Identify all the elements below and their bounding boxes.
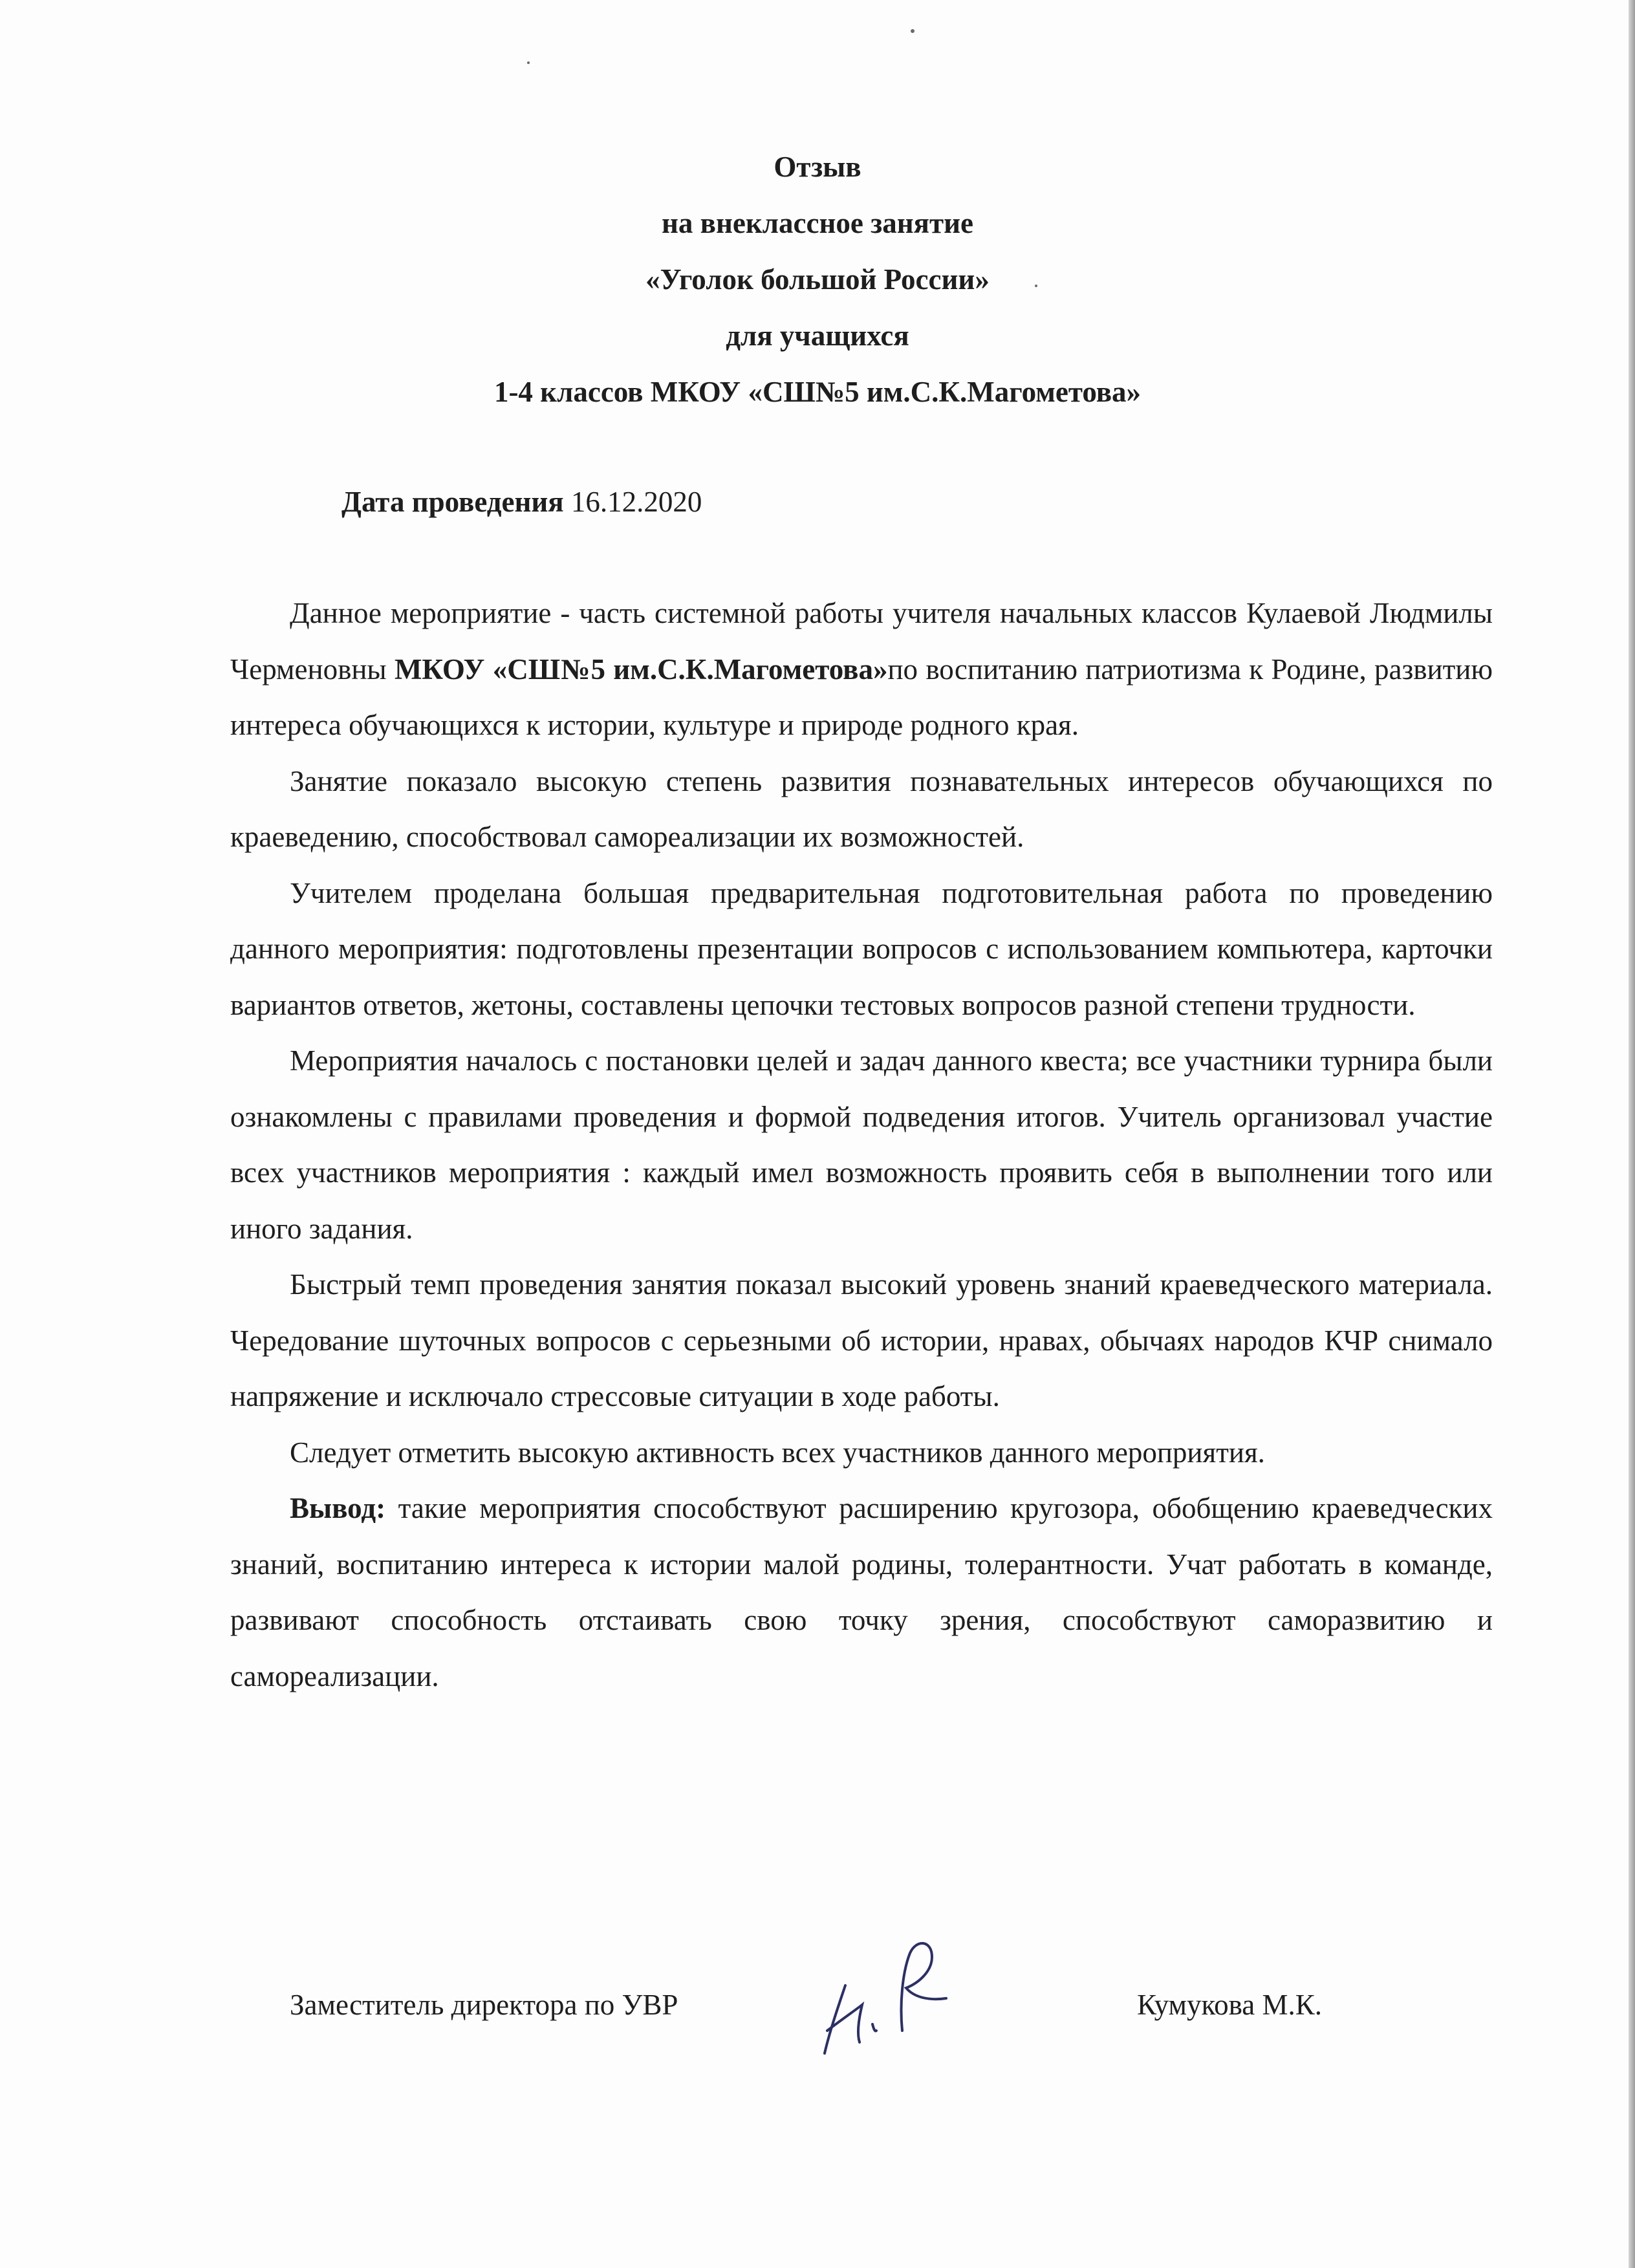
paragraph-1-text-a: Данное мероприятие - часть системной работы учителя начальных классов Кулаевой Людмилы Черменовны — [230, 597, 1493, 686]
paragraph-2: Занятие показало высокую степень развития познавательных интересов обучающихся по краеведению, способствовал самореализации их возможностей. — [230, 764, 1493, 853]
signer-position: Заместитель директора по УВР — [290, 1989, 678, 2021]
paragraph-conclusion — [230, 1480, 1493, 1704]
paragraph-1-text-c: по воспитанию патриотизма к Родине, развитию интереса обучающихся к истории, культуре и природе родного края. — [230, 653, 1493, 741]
paragraph-3: Учителем проделана большая предварительная подготовительная работа по проведению данного мероприятия: подготовлены презентации вопросов с использованием компьютера, карточки вариантов ответов, жетоны, составлены цепочки тестовых вопросов разной степени трудности. — [230, 876, 1493, 1021]
paragraph-4: Мероприятия началось с постановки целей и задач данного квеста; все участники турнира были ознакомлены с правилами проведения и формой подведения итогов. Учитель организовал участие всех участников мероприятия : каждый имел возможность проявить себя в выполнении того или иного задания. — [230, 1044, 1493, 1245]
signer-name: Кумукова М.К. — [1137, 1989, 1322, 2021]
paragraph-6: Следует отметить высокую активность всех участников данного мероприятия. — [290, 1436, 1265, 1469]
scan-speck — [527, 61, 530, 64]
document-header — [0, 139, 1635, 420]
event-date-value: 16.12.2020 — [570, 486, 702, 518]
signature-row — [0, 1979, 1635, 2050]
event-date-label: Дата проведения — [341, 486, 564, 518]
header-audience: для учащихся — [726, 319, 909, 352]
header-event-name: «Уголок большой России» — [645, 263, 990, 296]
review-body — [230, 585, 1493, 1704]
paragraph-1-school: МКОУ «СШ№5 им.С.К.Магометова» — [394, 653, 888, 686]
scan-speck — [911, 29, 915, 33]
event-date-line — [341, 476, 702, 528]
header-title: Отзыв — [774, 151, 861, 183]
conclusion-label: Вывод: — [290, 1492, 386, 1524]
handwritten-signature — [805, 1934, 954, 2063]
header-school: 1-4 классов МКОУ «СШ№5 им.С.К.Магометова» — [493, 376, 1142, 408]
header-subtitle: на внеклассное занятие — [661, 207, 973, 239]
paragraph-1 — [230, 585, 1493, 753]
paragraph-5: Быстрый темп проведения занятия показал высокий уровень знаний краеведческого материала. Чередование шуточных вопросов с серьезными об истории, нравах, обычаях народов КЧР снимало напряжение и исключало стрессовые ситуации в ходе работы. — [230, 1268, 1493, 1412]
conclusion-text: такие мероприятия способствуют расширению кругозора, обобщению краеведческих знаний, воспитанию интереса к истории малой родины, толерантности. Учат работать в команде, развивают способность отстаивать свою точку зрения, способствуют саморазвитию и самореализации. — [230, 1492, 1493, 1692]
